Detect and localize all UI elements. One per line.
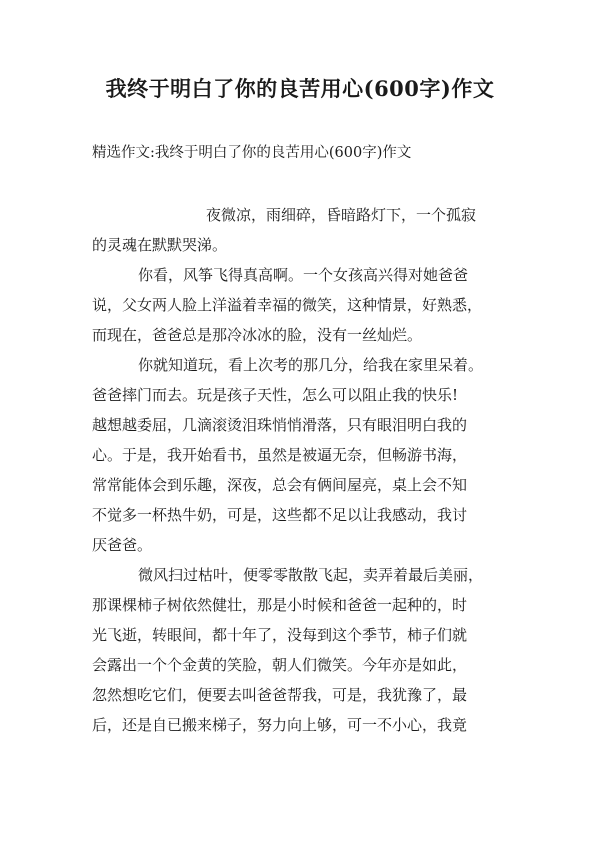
body-line: 微风扫过枯叶，便零零散散飞起，卖弄着最后美丽，: [138, 566, 484, 584]
body-line: 的灵魂在默默哭涕。: [92, 236, 228, 254]
body-line: 爸爸摔门而去。玩是孩子天性，怎么可以阻止我的快乐!: [92, 386, 459, 404]
document-title: 我终于明白了你的良苦用心(600字)作文: [105, 76, 495, 101]
body-line: 说，父女两人脸上洋溢着幸福的微笑，这种情景，好熟悉，: [92, 296, 483, 314]
body-line: 心。于是，我开始看书，虽然是被逼无奈，但畅游书海，: [92, 446, 468, 464]
body-line: 你就知道玩，看上次考的那几分，给我在家里呆着。: [138, 356, 484, 374]
body-line: 夜微凉，雨细碎，昏暗路灯下，一个孤寂: [206, 206, 477, 224]
body-line: 厌爸爸。: [92, 536, 153, 554]
body-line: 不觉多一杯热牛奶，可是，这些都不足以让我感动，我讨: [92, 506, 468, 524]
body-line: 后，还是自已搬来梯子，努力向上够，可一不小心，我竟: [92, 716, 468, 734]
body-line: 而现在，爸爸总是那冷冰冰的脸，没有一丝灿烂。: [92, 326, 423, 344]
document-subtitle: 精选作文:我终于明白了你的良苦用心(600字)作文: [92, 145, 412, 161]
body-line: 那课棵柿子树依然健壮，那是小时候和爸爸一起种的，时: [92, 596, 468, 614]
body-line: 越想越委屈，几滴滚烫泪珠悄悄滑落，只有眼泪明白我的: [92, 416, 468, 434]
body-line: 会露出一个个金黄的笑脸，朝人们微笑。今年亦是如此，: [92, 656, 468, 674]
body-line: 常常能体会到乐趣，深夜，总会有俩间屋亮，桌上会不知: [92, 476, 468, 494]
document-body: [92, 200, 512, 740]
body-line: 光飞逝，转眼间，都十年了，没每到这个季节，柿子们就: [92, 626, 468, 644]
body-line: 忽然想吃它们，便要去叫爸爸帮我，可是，我犹豫了，最: [92, 686, 468, 704]
body-line: 你看，风筝飞得真高啊。一个女孩高兴得对她爸爸: [138, 266, 469, 284]
